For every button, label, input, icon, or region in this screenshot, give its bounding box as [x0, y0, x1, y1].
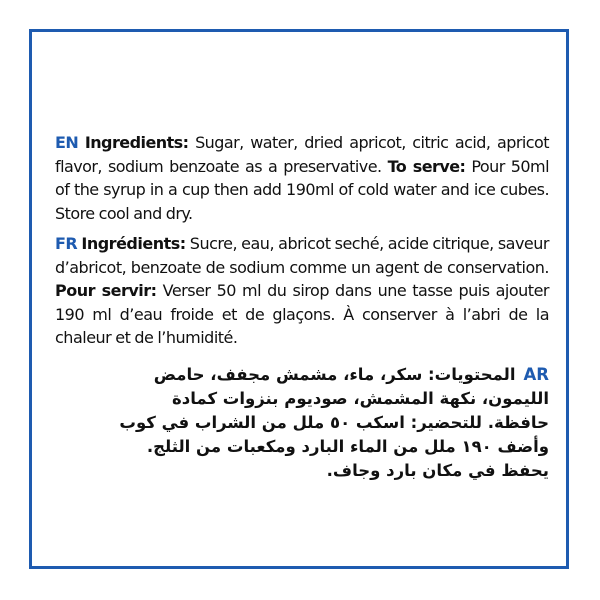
french-serve-text: Verser 50 ml du sirop dans une tasse puis ajouter 190 ml d’eau froide et de glaçons. À conserver à l’abri de la chaleur et de l’humidité. [55, 281, 549, 347]
arabic-line-5: يحفظ في مكان بارد وجاف. [326, 460, 549, 480]
arabic-paragraph [55, 363, 549, 483]
arabic-line-1 [55, 363, 549, 387]
arabic-line-3: حافظة. للتحضير: اسكب ٥٠ ملل من الشراب في كوب [119, 412, 549, 432]
label-text-block [55, 131, 549, 483]
arabic-language-code: AR [523, 364, 549, 384]
arabic-line-4: وأضف ١٩٠ ملل من الماء البارد ومكعبات من الثلج. [146, 436, 549, 456]
arabic-line-2: الليمون، نكهة المشمش، صوديوم بنزوات كمادة [172, 388, 549, 408]
english-ingredients-label: Ingredients: [84, 133, 189, 152]
french-ingredients-label: Ingrédients: [81, 234, 186, 253]
english-ingredients-text: Sugar, water, dried apricot, citric acid, apricot flavor, sodium benzoate as a preservative. [55, 133, 549, 176]
french-ingredients-text: Sucre, eau, abricot seché, acide citrique, saveur d’abricot, benzoate de sodium comme un agent de conservation. [55, 234, 549, 277]
french-language-code: FR [55, 234, 78, 253]
english-serve-text: Pour 50ml of the syrup in a cup then add 190ml of cold water and ice cubes. Store cool and dry. [55, 156, 549, 223]
english-language-code: EN [55, 133, 79, 152]
arabic-line-1-text: المحتويات: سكر، ماء، مشمش مجفف، حامض [153, 364, 516, 384]
french-paragraph [55, 232, 549, 350]
english-paragraph [55, 131, 549, 225]
english-serve-label: To serve: [387, 156, 466, 176]
french-serve-label: Pour servir: [55, 281, 157, 300]
